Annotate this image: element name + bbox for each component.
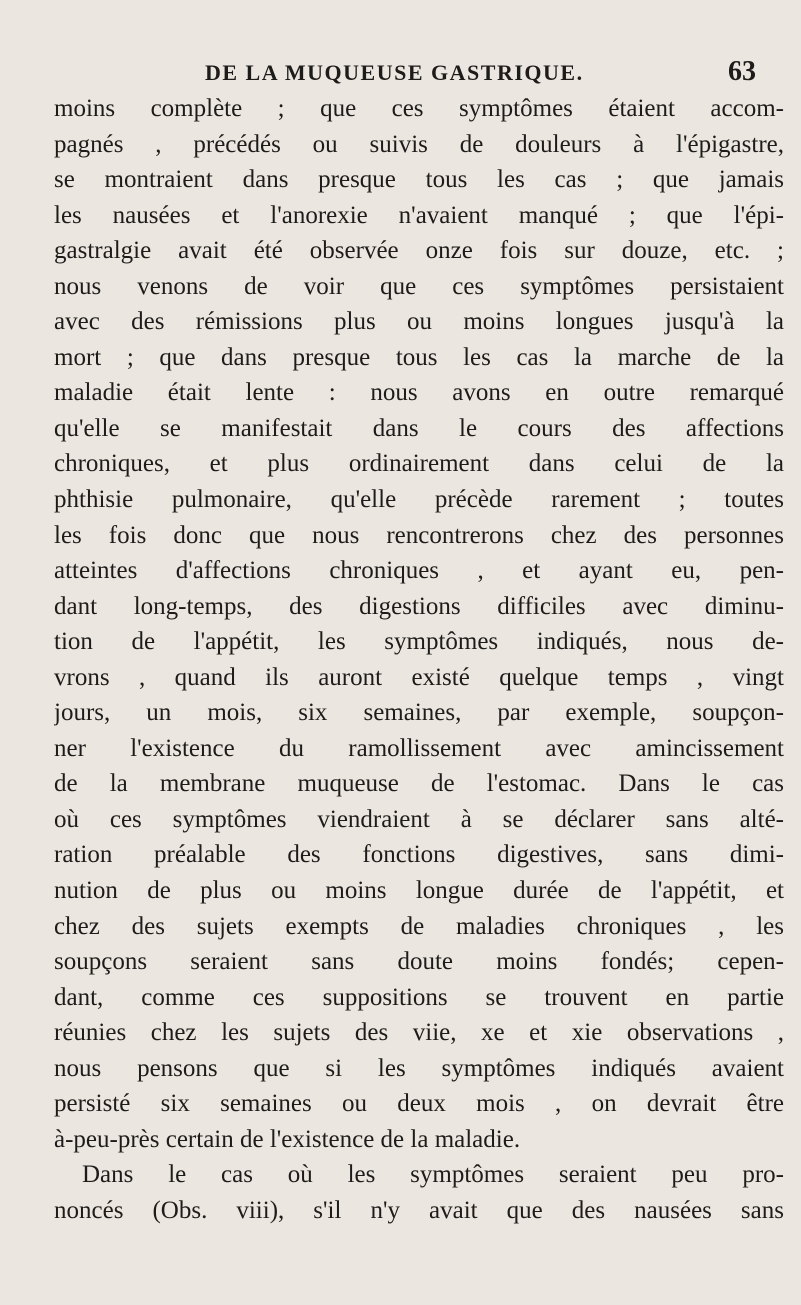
text-line: pagnés , précédés ou suivis de douleurs à l'épigastre, bbox=[54, 130, 784, 158]
text-line: tion de l'appétit, les symptômes indiqués, nous de- bbox=[54, 628, 784, 656]
text-line: jours, un mois, six semaines, par exemple, soupçon- bbox=[54, 699, 784, 727]
text-line: ration préalable des fonctions digestives, sans dimi- bbox=[54, 841, 784, 869]
running-title: DE LA MUQUEUSE GASTRIQUE. bbox=[205, 60, 584, 85]
text-line: nous venons de voir que ces symptômes persistaient bbox=[54, 272, 784, 300]
text-line: vrons , quand ils auront existé quelque temps , vingt bbox=[54, 663, 784, 691]
text-line: où ces symptômes viendraient à se déclarer sans alté- bbox=[54, 805, 784, 833]
text-line: les nausées et l'anorexie n'avaient manqué ; que l'épi- bbox=[54, 201, 784, 229]
text-line: Dans le cas où les symptômes seraient peu pro- bbox=[82, 1161, 784, 1189]
text-line: se montraient dans presque tous les cas ; que jamais bbox=[54, 166, 784, 194]
text-line: réunies chez les sujets des viie, xe et xie observations , bbox=[54, 1019, 784, 1047]
text-line: atteintes d'affections chroniques , et ayant eu, pen- bbox=[54, 557, 784, 585]
text-line: avec des rémissions plus ou moins longues jusqu'à la bbox=[54, 308, 784, 336]
text-line: maladie était lente : nous avons en outre remarqué bbox=[54, 379, 784, 407]
page-number: 63 bbox=[728, 56, 756, 87]
text-line: mort ; que dans presque tous les cas la marche de la bbox=[54, 343, 784, 371]
text-line: phthisie pulmonaire, qu'elle précède rarement ; toutes bbox=[54, 486, 784, 514]
text-line: de la membrane muqueuse de l'estomac. Dans le cas bbox=[54, 770, 784, 798]
text-line: soupçons seraient sans doute moins fondés; cepen- bbox=[54, 948, 784, 976]
body-text bbox=[54, 91, 784, 1229]
text-line: nution de plus ou moins longue durée de l'appétit, et bbox=[54, 877, 784, 905]
text-line: gastralgie avait été observée onze fois sur douze, etc. ; bbox=[54, 237, 784, 265]
text-line: les fois donc que nous rencontrerons chez des personnes bbox=[54, 521, 784, 549]
text-line: qu'elle se manifestait dans le cours des affections bbox=[54, 414, 784, 442]
text-line: à-peu-près certain de l'existence de la maladie. bbox=[54, 1125, 521, 1153]
text-line: dant long-temps, des digestions difficiles avec diminu- bbox=[54, 592, 784, 620]
text-line: nous pensons que si les symptômes indiqués avaient bbox=[54, 1054, 784, 1082]
text-line: ner l'existence du ramollissement avec amincissement bbox=[54, 734, 784, 762]
text-line: moins complète ; que ces symptômes étaient accom- bbox=[54, 95, 784, 122]
text-line: dant, comme ces suppositions se trouvent en partie bbox=[54, 983, 784, 1011]
text-line: chez des sujets exempts de maladies chroniques , les bbox=[54, 912, 784, 940]
running-head bbox=[0, 56, 801, 90]
text-line: persisté six semaines ou deux mois , on devrait être bbox=[54, 1090, 784, 1118]
text-line: chroniques, et plus ordinairement dans celui de la bbox=[54, 450, 784, 478]
text-line: noncés (Obs. viii), s'il n'y avait que des nausées sans bbox=[54, 1196, 784, 1224]
